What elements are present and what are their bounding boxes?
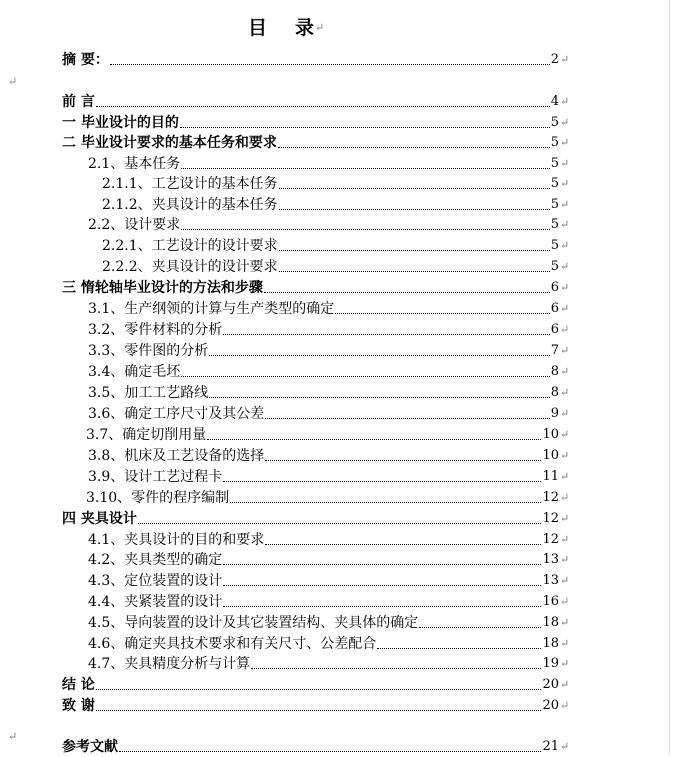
- toc-entry-title: 一 毕业设计的目的: [62, 115, 179, 131]
- toc-entry-title: 4.7、夹具精度分析与计算: [88, 656, 251, 672]
- toc-entry-abstract[interactable]: [62, 50, 570, 70]
- toc-entry-title: 摘 要：: [62, 52, 109, 68]
- paragraph-mark: ↵: [560, 323, 570, 336]
- dot-leader: [279, 270, 550, 272]
- toc-entry-foreword[interactable]: [62, 92, 570, 112]
- paragraph-mark: ↵: [560, 198, 570, 211]
- toc-page-number: 5: [550, 238, 559, 253]
- toc-entry-title: 致 谢: [62, 698, 95, 714]
- page-title: [248, 16, 324, 40]
- toc-page-number: 8: [550, 364, 559, 379]
- toc-entry-s3-9[interactable]: [88, 467, 570, 487]
- toc-entry-title: 3.6、确定工序尺寸及其公差: [88, 406, 265, 422]
- dot-leader: [96, 105, 550, 107]
- dot-leader: [180, 126, 550, 128]
- toc-entry-s2-2-1[interactable]: [102, 236, 570, 256]
- toc-page-number: 20: [542, 677, 559, 692]
- paragraph-mark: ↵: [560, 302, 570, 315]
- paragraph-mark: ↵: [560, 260, 570, 273]
- dot-leader: [265, 459, 541, 461]
- dot-leader: [264, 291, 550, 293]
- paragraph-mark: ↵: [560, 574, 570, 587]
- toc-entry-s4-5[interactable]: [88, 613, 570, 633]
- paragraph-mark: ↵: [560, 344, 570, 357]
- toc-entry-ch4[interactable]: [62, 509, 570, 529]
- toc-page-number: 11: [542, 469, 559, 484]
- toc-entry-s2-2-2[interactable]: [102, 257, 570, 277]
- toc-entry-s4-6[interactable]: [88, 634, 570, 654]
- paragraph-mark: ↵: [560, 637, 570, 650]
- toc-page-number: 7: [550, 343, 559, 358]
- paragraph-mark: ↵: [560, 386, 570, 399]
- toc-entry-title: 2.1.2、夹具设计的基本任务: [102, 197, 278, 213]
- toc-entry-s3-2[interactable]: [88, 320, 570, 340]
- toc-entry-title: 3.10、零件的程序编制: [86, 490, 230, 506]
- toc-entry-s3-7[interactable]: [86, 425, 570, 445]
- paragraph-mark: ↵: [560, 407, 570, 420]
- toc-entry-title: 3.4、确定毛坯: [88, 364, 181, 380]
- dot-leader: [209, 396, 549, 398]
- dot-leader: [419, 626, 541, 628]
- paragraph-mark: ↵: [560, 533, 570, 546]
- dot-leader: [138, 522, 542, 524]
- dot-leader: [207, 438, 541, 440]
- dot-leader: [279, 208, 550, 210]
- toc-page-number: 2: [550, 52, 559, 67]
- toc-entry-title: 结 论: [62, 677, 95, 693]
- dot-leader: [209, 354, 549, 356]
- paragraph-mark: ↵: [560, 595, 570, 608]
- dot-leader: [223, 333, 549, 335]
- dot-leader: [96, 688, 542, 690]
- paragraph-mark: ↵: [560, 218, 570, 231]
- toc-entry-s2-2[interactable]: [88, 215, 570, 235]
- toc-page-number: 4: [550, 94, 559, 109]
- dot-leader: [96, 709, 542, 711]
- dot-leader: [110, 63, 550, 65]
- toc-entry-s3-10[interactable]: [86, 488, 570, 508]
- toc-entry-ch2[interactable]: [62, 133, 570, 153]
- toc-entry-thanks[interactable]: [62, 696, 570, 716]
- empty-paragraph-mark: ↵: [8, 75, 18, 88]
- toc-entry-title: 3.1、生产纲领的计算与生产类型的确定: [88, 301, 335, 317]
- toc-page-number: 13: [542, 573, 559, 588]
- toc-entry-s2-1[interactable]: [88, 154, 570, 174]
- toc-entry-title: 四 夹具设计: [62, 511, 137, 527]
- toc-entry-title: 3.7、确定切削用量: [86, 427, 207, 443]
- toc-page-number: 19: [542, 656, 559, 671]
- toc-entry-s3-5[interactable]: [88, 383, 570, 403]
- toc-entry-title: 3.3、零件图的分析: [88, 343, 209, 359]
- toc-page-number: 20: [542, 698, 559, 713]
- paragraph-mark: ↵: [560, 281, 570, 294]
- paragraph-mark: ↵: [560, 512, 570, 525]
- toc-entry-title: 3.5、加工工艺路线: [88, 385, 209, 401]
- dot-leader: [251, 667, 541, 669]
- paragraph-mark: ↵: [560, 95, 570, 108]
- toc-entry-s3-6[interactable]: [88, 404, 570, 424]
- toc-page-number: 5: [550, 115, 559, 130]
- toc-page-number: 12: [542, 490, 559, 505]
- dot-leader: [279, 249, 550, 251]
- toc-entry-s4-2[interactable]: [88, 550, 570, 570]
- toc-page-number: 5: [550, 197, 559, 212]
- title-char-1: 目: [248, 17, 268, 39]
- toc-entry-s4-7[interactable]: [88, 654, 570, 674]
- toc-page-number: 12: [542, 511, 559, 526]
- paragraph-mark: ↵: [560, 553, 570, 566]
- paragraph-mark: ↵: [560, 116, 570, 129]
- toc-entry-title: 2.2.1、工艺设计的设计要求: [102, 238, 278, 254]
- paragraph-mark: ↵: [560, 136, 570, 149]
- toc-entry-s4-1[interactable]: [88, 530, 570, 550]
- toc-entry-s3-3[interactable]: [88, 341, 570, 361]
- toc-entry-conclusion[interactable]: [62, 675, 570, 695]
- toc-entry-title: 2.2.2、夹具设计的设计要求: [102, 259, 278, 275]
- dot-leader: [223, 480, 541, 482]
- paragraph-mark: ↵: [560, 657, 570, 670]
- toc-entry-s2-1-1[interactable]: [102, 174, 570, 194]
- dot-leader: [279, 187, 550, 189]
- toc-page-number: 9: [550, 406, 559, 421]
- toc-page-number: 21: [542, 739, 559, 754]
- toc-entry-title: 2.2、设计要求: [88, 217, 181, 233]
- paragraph-mark: ↵: [560, 239, 570, 252]
- dot-leader: [265, 543, 541, 545]
- toc-page-number: 10: [542, 427, 559, 442]
- toc-entry-s3-8[interactable]: [88, 446, 570, 466]
- dot-leader: [181, 167, 549, 169]
- dot-leader: [181, 375, 549, 377]
- paragraph-mark: ↵: [560, 449, 570, 462]
- toc-entry-references[interactable]: [62, 737, 570, 757]
- toc-entry-ch1[interactable]: [62, 113, 570, 133]
- dot-leader: [278, 146, 550, 148]
- paragraph-mark: ↵: [560, 428, 570, 441]
- paragraph-mark: ↵: [315, 21, 325, 34]
- toc-entry-ch3[interactable]: [62, 278, 570, 298]
- toc-entry-title: 2.1.1、工艺设计的基本任务: [102, 176, 278, 192]
- paragraph-mark: ↵: [560, 157, 570, 170]
- toc-page-number: 5: [550, 135, 559, 150]
- toc-page-number: 18: [542, 615, 559, 630]
- toc-entry-title: 3.8、机床及工艺设备的选择: [88, 448, 265, 464]
- paragraph-mark: ↵: [560, 365, 570, 378]
- paragraph-mark: ↵: [560, 678, 570, 691]
- toc-page-number: 5: [550, 259, 559, 274]
- toc-entry-title: 二 毕业设计要求的基本任务和要求: [62, 135, 277, 151]
- toc-entry-title: 3.9、设计工艺过程卡: [88, 469, 223, 485]
- empty-paragraph-mark: ↵: [8, 730, 18, 743]
- toc-entry-title: 三 惰轮轴毕业设计的方法和步骤: [62, 280, 263, 296]
- dot-leader: [223, 605, 541, 607]
- dot-leader: [223, 563, 541, 565]
- toc-page-number: 10: [542, 448, 559, 463]
- toc-entry-title: 4.5、导向装置的设计及其它装置结构、夹具体的确定: [88, 615, 419, 631]
- toc-page-number: 5: [550, 156, 559, 171]
- paragraph-mark: ↵: [560, 470, 570, 483]
- paragraph-mark: ↵: [560, 177, 570, 190]
- dot-leader: [119, 750, 541, 752]
- toc-page-number: 13: [542, 552, 559, 567]
- toc-entry-title: 4.4、夹紧装置的设计: [88, 594, 223, 610]
- toc-entry-s4-4[interactable]: [88, 592, 570, 612]
- page-right-edge: [669, 0, 670, 754]
- dot-leader: [230, 501, 541, 503]
- dot-leader: [181, 228, 549, 230]
- toc-page-number: 16: [542, 594, 559, 609]
- paragraph-mark: ↵: [560, 699, 570, 712]
- toc-entry-title: 4.3、定位装置的设计: [88, 573, 223, 589]
- toc-page-number: 6: [550, 322, 559, 337]
- toc-page-number: 8: [550, 385, 559, 400]
- toc-entry-title: 4.1、夹具设计的目的和要求: [88, 532, 265, 548]
- toc-page-number: 5: [550, 217, 559, 232]
- dot-leader: [335, 312, 549, 314]
- dot-leader: [265, 417, 549, 419]
- toc-entry-s4-3[interactable]: [88, 571, 570, 591]
- dot-leader: [223, 584, 541, 586]
- paragraph-mark: ↵: [560, 616, 570, 629]
- paragraph-mark: ↵: [560, 491, 570, 504]
- toc-entry-title: 前 言: [62, 94, 95, 110]
- toc-entry-s2-1-2[interactable]: [102, 195, 570, 215]
- toc-page-number: 6: [550, 280, 559, 295]
- paragraph-mark: ↵: [560, 740, 570, 753]
- toc-entry-title: 3.2、零件材料的分析: [88, 322, 223, 338]
- toc-entry-title: 参考文献: [62, 739, 118, 755]
- toc-entry-s3-1[interactable]: [88, 299, 570, 319]
- toc-page-number: 6: [550, 301, 559, 316]
- toc-entry-s3-4[interactable]: [88, 362, 570, 382]
- paragraph-mark: ↵: [560, 53, 570, 66]
- toc-page-number: 18: [542, 636, 559, 651]
- toc-entry-title: 4.2、夹具类型的确定: [88, 552, 223, 568]
- toc-entry-title: 4.6、确定夹具技术要求和有关尺寸、公差配合: [88, 636, 377, 652]
- dot-leader: [377, 647, 541, 649]
- toc-page-number: 12: [542, 532, 559, 547]
- toc-entry-title: 2.1、基本任务: [88, 156, 181, 172]
- toc-page-number: 5: [550, 176, 559, 191]
- title-char-2: 录: [295, 17, 315, 39]
